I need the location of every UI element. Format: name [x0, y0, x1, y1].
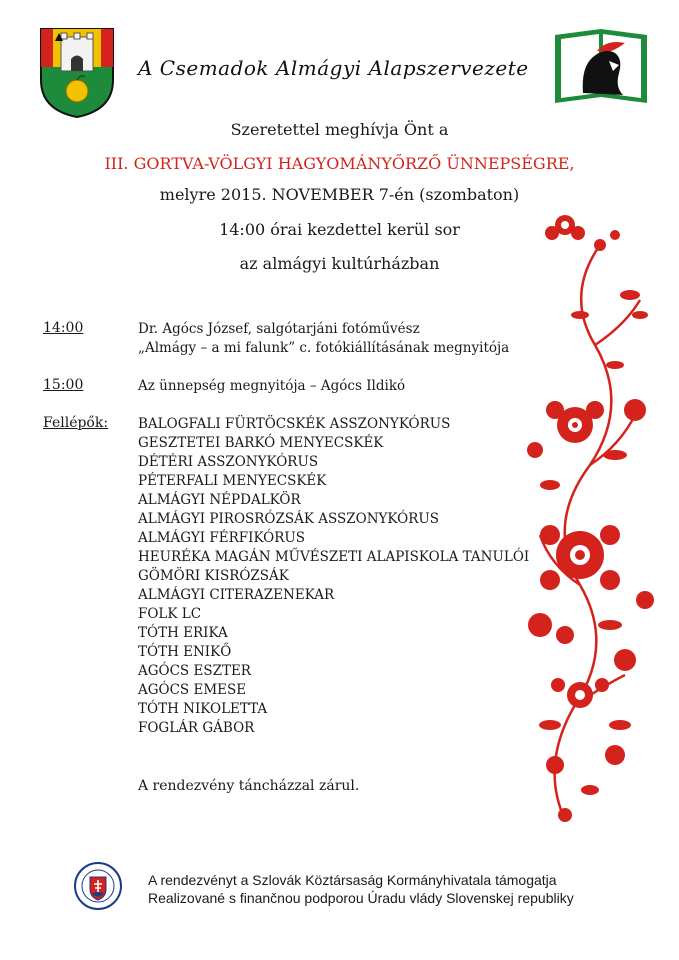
performer-item: HEURÉKA MAGÁN MŰVÉSZETI ALAPISKOLA TANULÓI: [138, 549, 530, 565]
schedule-item-1-line-1: Dr. Agócs József, salgótarjáni fotóművész: [138, 321, 420, 337]
slovak-government-seal-icon: [73, 861, 123, 911]
schedule-item-1-line-2: „Almágy – a mi falunk” c. fotókiállításának megnyitója: [138, 340, 510, 356]
schedule-item-2-line-1: Az ünnepség megnyitója – Agócs Ildikó: [138, 378, 406, 394]
performer-item: PÉTERFALI MENYECSKÉK: [138, 473, 327, 489]
invitation-line-1: Szeretettel meghívja Önt a: [230, 120, 449, 139]
invitation-venue: az almágyi kultúrházban: [239, 254, 440, 273]
village-coat-of-arms-icon: [37, 25, 117, 120]
performer-item: BALOGFALI FÜRTÖCSKÉK ASSZONYKÓRUS: [138, 416, 451, 432]
performer-item: TÓTH ERIKA: [138, 625, 228, 641]
footer-line-2: Realizované s finančnou podporou Úradu vlády Slovenskej republiky: [148, 890, 574, 906]
closing-note: A rendezvény táncházzal zárul.: [138, 778, 360, 794]
performer-item: FOLK LC: [138, 606, 202, 622]
schedule-time-2: 15:00: [43, 377, 84, 393]
performer-item: TÓTH ENIKŐ: [138, 644, 232, 660]
performer-item: TÓTH NIKOLETTA: [138, 701, 268, 717]
performer-item: AGÓCS EMESE: [138, 682, 247, 698]
performer-item: FOGLÁR GÁBOR: [138, 720, 255, 736]
footer-line-1: A rendezvényt a Szlovák Köztársaság Kormányhivatala támogatja: [148, 872, 557, 888]
performer-item: GÖMÖRI KISRÓZSÁK: [138, 568, 289, 584]
performer-item: ALMÁGYI FÉRFIKÓRUS: [138, 530, 306, 546]
performer-item: ALMÁGYI NÉPDALKÖR: [138, 492, 301, 508]
hungarian-floral-ornament: [520, 205, 665, 830]
organization-name: A Csemadok Almágyi Alapszervezete: [138, 56, 529, 80]
event-title: III. GORTVA-VÖLGYI HAGYOMÁNYŐRZŐ ÜNNEPSÉGRE,: [104, 154, 575, 173]
performer-item: AGÓCS ESZTER: [138, 663, 251, 679]
invitation-time: 14:00 órai kezdettel kerül sor: [219, 220, 460, 239]
performers-label: Fellépők:: [43, 415, 109, 431]
performer-item: ALMÁGYI PIROSRÓZSÁK ASSZONYKÓRUS: [138, 511, 440, 527]
csemadok-logo-icon: [553, 27, 649, 105]
performer-item: GESZTETEI BARKÓ MENYECSKÉK: [138, 435, 384, 451]
schedule-time-1: 14:00: [43, 320, 84, 336]
performer-item: DÉTÉRI ASSZONYKÓRUS: [138, 454, 319, 470]
performer-item: ALMÁGYI CITERAZENEKAR: [138, 587, 335, 603]
invitation-date: melyre 2015. NOVEMBER 7-én (szombaton): [159, 185, 520, 204]
